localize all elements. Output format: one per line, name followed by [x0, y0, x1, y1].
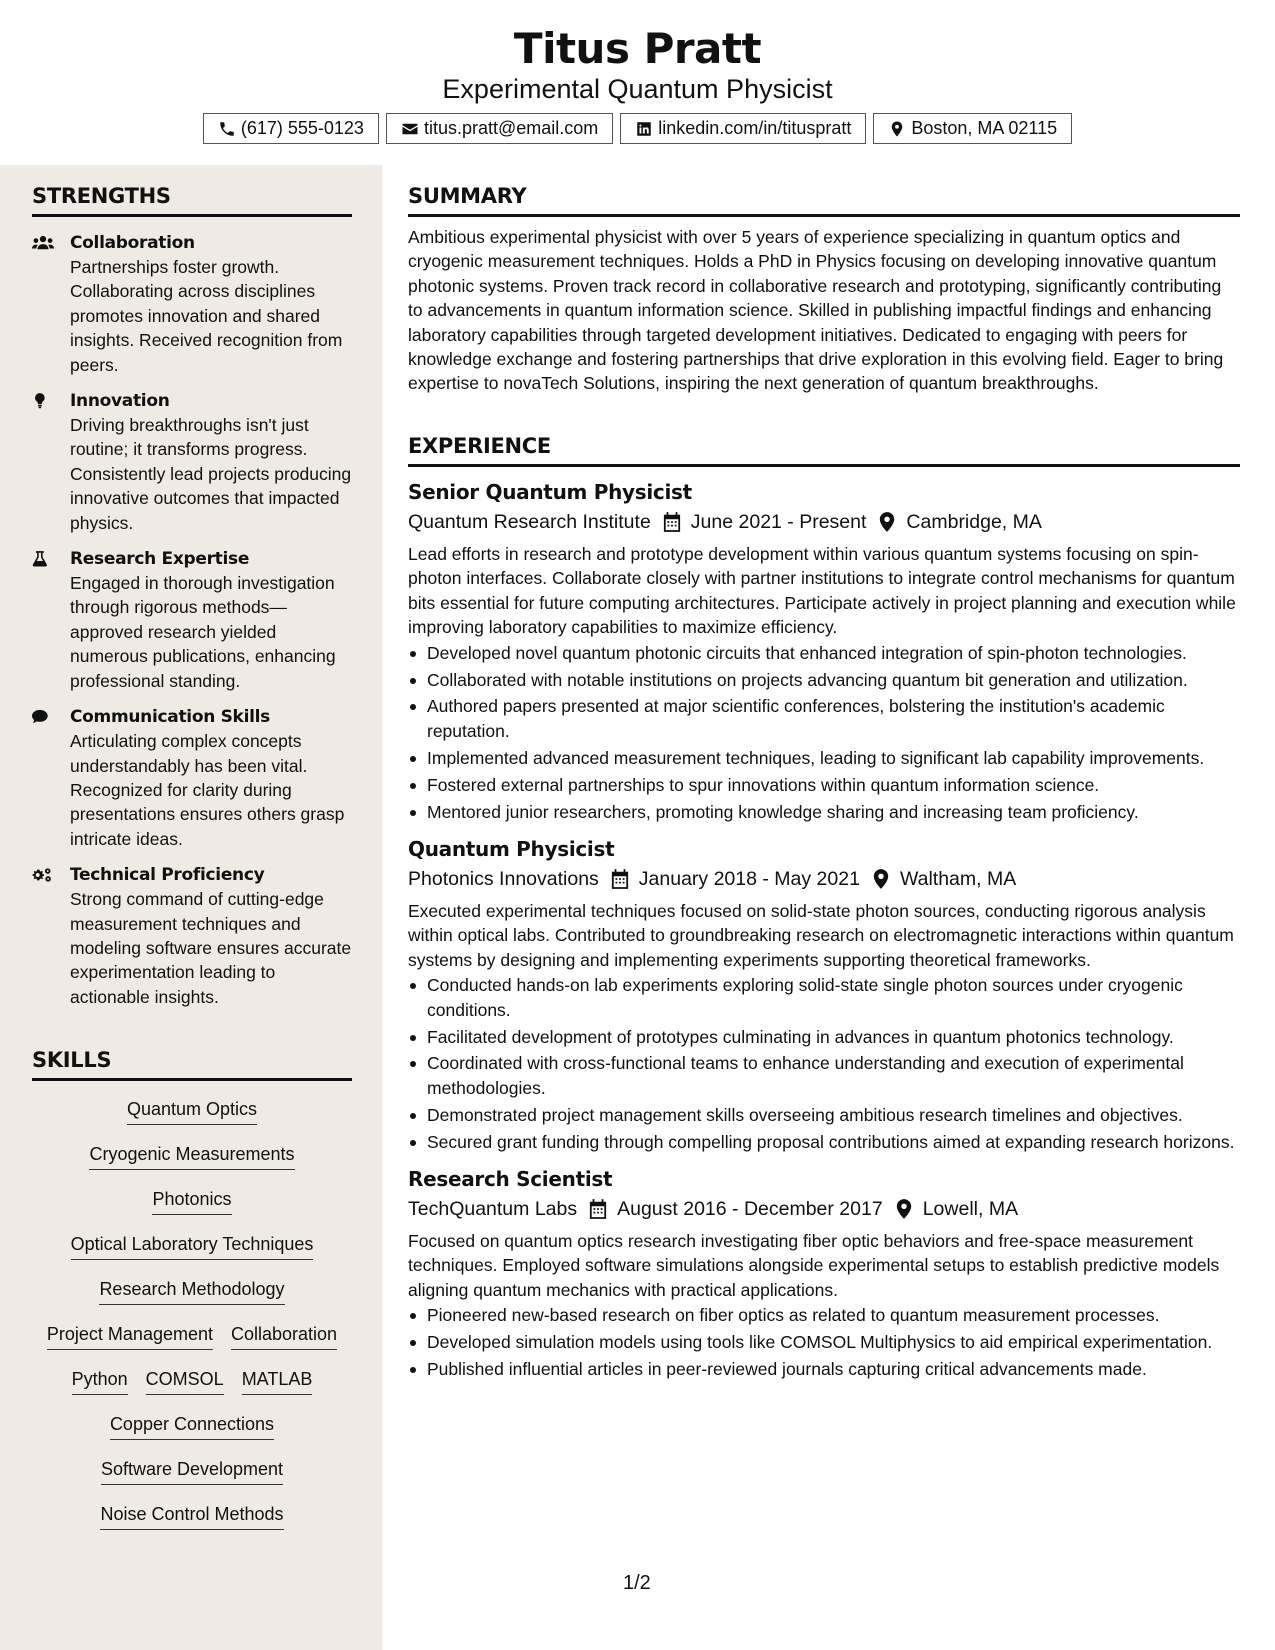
- strength-desc: Engaged in thorough investigation through rigorous methods—approved research yielded numerous publications, enhancing professional standing.: [70, 573, 336, 691]
- skill-tag: Copper Connections: [110, 1412, 274, 1440]
- strength-item: [32, 547, 352, 693]
- job-bullets: [408, 973, 1240, 1154]
- job-bullet: Secured grant funding through compelling proposal contributions aimed at expanding research horizons.: [408, 1130, 1240, 1154]
- strength-item: [32, 863, 352, 1009]
- skill-tag: Research Methodology: [99, 1277, 284, 1305]
- strength-title: Technical Proficiency: [70, 865, 265, 886]
- summary-heading: SUMMARY: [408, 183, 1240, 217]
- job-bullet: Facilitated development of prototypes culminating in advances in quantum photonics technology.: [408, 1025, 1240, 1049]
- job-bullet: Coordinated with cross-functional teams to enhance understanding and execution of experimental methodologies.: [408, 1051, 1240, 1100]
- calendar-icon: [589, 1199, 607, 1219]
- job-title: Quantum Physicist: [408, 836, 615, 861]
- calendar-icon: [663, 512, 681, 532]
- job-location: Cambridge, MA: [906, 511, 1042, 533]
- strengths-list: [32, 231, 352, 1009]
- flask-icon: [32, 550, 54, 568]
- contact-email[interactable]: [386, 113, 613, 144]
- job-bullet: Published influential articles in peer-reviewed journals capturing critical advancements made.: [408, 1357, 1240, 1381]
- job-company: TechQuantum Labs: [408, 1198, 578, 1221]
- job-meta: [408, 508, 1240, 536]
- envelope-icon: [401, 120, 419, 138]
- page-number: 1/2: [623, 1572, 651, 1594]
- phone-icon: [218, 120, 236, 138]
- strength-title: Research Expertise: [70, 549, 250, 570]
- job-bullet: Fostered external partnerships to spur innovations within quantum information science.: [408, 773, 1240, 797]
- candidate-name: Titus Pratt: [513, 24, 762, 73]
- job-bullet: Implemented advanced measurement techniques, leading to significant lab capability improvements.: [408, 746, 1240, 770]
- calendar-icon: [611, 869, 629, 889]
- job-entry: [408, 479, 1240, 824]
- summary-section: [408, 183, 1240, 396]
- job-bullet: Collaborated with notable institutions on projects advancing quantum bit generation and utilization.: [408, 668, 1240, 692]
- strengths-section: [32, 183, 352, 1009]
- job-entry: [408, 1166, 1240, 1381]
- job-company: Quantum Research Institute: [408, 511, 651, 533]
- linkedin-text: linkedin.com/in/tituspratt: [658, 118, 852, 138]
- users-icon: [32, 234, 54, 252]
- job-bullet: Conducted hands-on lab experiments exploring solid-state single photon sources under cryogenic conditions.: [408, 973, 1240, 1022]
- job-bullet: Developed simulation models using tools like COMSOL Multiphysics to aid empirical experimentation.: [408, 1330, 1240, 1354]
- strength-title: Communication Skills: [70, 707, 270, 728]
- strength-desc: Strong command of cutting-edge measurement techniques and modeling software ensures accurate experimentation leading to actionable insights.: [70, 889, 352, 1007]
- job-location: Lowell, MA: [922, 1198, 1019, 1221]
- map-pin-icon: [878, 512, 896, 532]
- candidate-title: Experimental Quantum Physicist: [442, 74, 833, 104]
- strength-title: Innovation: [70, 391, 170, 412]
- map-pin-icon: [888, 120, 906, 138]
- contact-location: [873, 113, 1072, 144]
- job-description: Focused on quantum optics research investigating fiber optic behaviors and free-space measurement techniques. Employed software simulations alongside experimental setups to establish predictive models aligning quantum mechanics with practical applications.: [408, 1231, 1220, 1300]
- linkedin-icon: [635, 120, 653, 138]
- map-pin-icon: [872, 869, 890, 889]
- skill-tag: Collaboration: [231, 1322, 337, 1350]
- skill-tag: Optical Laboratory Techniques: [71, 1232, 314, 1260]
- email-text: titus.pratt@email.com: [423, 118, 599, 138]
- job-dates: June 2021 - Present: [690, 511, 867, 533]
- strength-desc: Articulating complex concepts understandably has been vital. Recognized for clarity during presentations ensures others grasp intricate ideas.: [70, 731, 345, 849]
- skill-tag: Software Development: [101, 1457, 283, 1485]
- phone-text: (617) 555-0123: [240, 118, 364, 138]
- strength-item: [32, 705, 352, 851]
- skills-list: [32, 1097, 352, 1547]
- job-title: Senior Quantum Physicist: [408, 480, 692, 504]
- gears-icon: [32, 866, 54, 884]
- contact-linkedin[interactable]: [620, 113, 866, 144]
- job-bullet: Demonstrated project management skills overseeing ambitious research timelines and objectives.: [408, 1103, 1240, 1127]
- skill-tag: Photonics: [152, 1187, 231, 1215]
- resume-header: [0, 0, 1275, 160]
- job-dates: August 2016 - December 2017: [617, 1198, 883, 1221]
- job-location: Waltham, MA: [899, 867, 1017, 890]
- job-dates: January 2018 - May 2021: [638, 867, 860, 890]
- experience-heading: EXPERIENCE: [408, 433, 1240, 467]
- job-description: Lead efforts in research and prototype development within various quantum systems focusing on spin-photon interfaces. Collaborate closely with partner institutions to integrate control mechanisms for quantum bits essential for future computing architectures. Participate actively in project planning and execution while improving laboratory capabilities to maximize efficiency.: [408, 544, 1236, 638]
- strength-desc: Driving breakthroughs isn't just routine; it transforms progress. Consistently lead projects producing innovative outcomes that impacted physics.: [70, 415, 352, 533]
- job-bullet: Pioneered new-based research on fiber optics as related to quantum measurement processes.: [408, 1303, 1240, 1327]
- strength-item: [32, 389, 352, 535]
- job-bullets: [408, 641, 1240, 824]
- job-bullet: Developed novel quantum photonic circuits that enhanced integration of spin-photon technologies.: [408, 641, 1240, 665]
- skill-tag: MATLAB: [242, 1367, 313, 1395]
- job-company: Photonics Innovations: [408, 867, 599, 890]
- job-meta: [408, 865, 1240, 893]
- skill-tag: Cryogenic Measurements: [89, 1142, 294, 1170]
- strength-title: Collaboration: [70, 233, 195, 253]
- skills-section: [32, 1047, 352, 1547]
- skill-tag: Python: [72, 1367, 128, 1395]
- lightbulb-icon: [32, 392, 54, 410]
- strength-item: [32, 231, 352, 377]
- strength-desc: Partnerships foster growth. Collaborating across disciplines promotes innovation and shared insights. Received recognition from peers.: [70, 257, 343, 375]
- speech-bubble-icon: [32, 708, 54, 726]
- job-bullet: Mentored junior researchers, promoting knowledge sharing and increasing team proficiency.: [408, 800, 1240, 824]
- location-text: Boston, MA 02115: [911, 118, 1058, 138]
- job-bullet: Authored papers presented at major scientific conferences, bolstering the institution's academic reputation.: [408, 694, 1240, 743]
- experience-section: [408, 433, 1240, 1384]
- job-bullets: [408, 1303, 1240, 1381]
- strengths-heading: STRENGTHS: [32, 183, 352, 217]
- skills-heading: SKILLS: [32, 1047, 352, 1081]
- map-pin-icon: [895, 1199, 913, 1219]
- contact-bar: [0, 113, 1275, 144]
- contact-phone[interactable]: [203, 113, 379, 144]
- summary-text: Ambitious experimental physicist with over 5 years of experience specializing in quantum optics and cryogenic measurement techniques. Holds a PhD in Physics focusing on developing innovative quantum photonic systems. Proven track record in collaborative research and prototyping, significantly contributing to advancements in quantum information science. Skilled in publishing impactful findings and enhancing laboratory capabilities through targeted development initiatives. Dedicated to engaging with peers for knowledge exchange and fostering partnerships that drive exploration in this evolving field. Eager to bring expertise to novaTech Solutions, inspiring the next generation of quantum breakthroughs.: [408, 227, 1224, 394]
- skill-tag: Quantum Optics: [127, 1097, 257, 1125]
- sidebar: [0, 165, 382, 1650]
- job-meta: [408, 1195, 1240, 1223]
- skill-tag: Project Management: [47, 1322, 213, 1350]
- job-entry: [408, 836, 1240, 1154]
- skill-tag: Noise Control Methods: [100, 1502, 283, 1530]
- skill-tag: COMSOL: [146, 1367, 224, 1395]
- job-title: Research Scientist: [408, 1167, 613, 1192]
- job-description: Executed experimental techniques focused on solid-state photon sources, conducting rigorous analysis within optical labs. Contributed to groundbreaking research on electromagnetic interactions within quantum systems by designing and implementing experiments supporting theoretical frameworks.: [408, 900, 1234, 970]
